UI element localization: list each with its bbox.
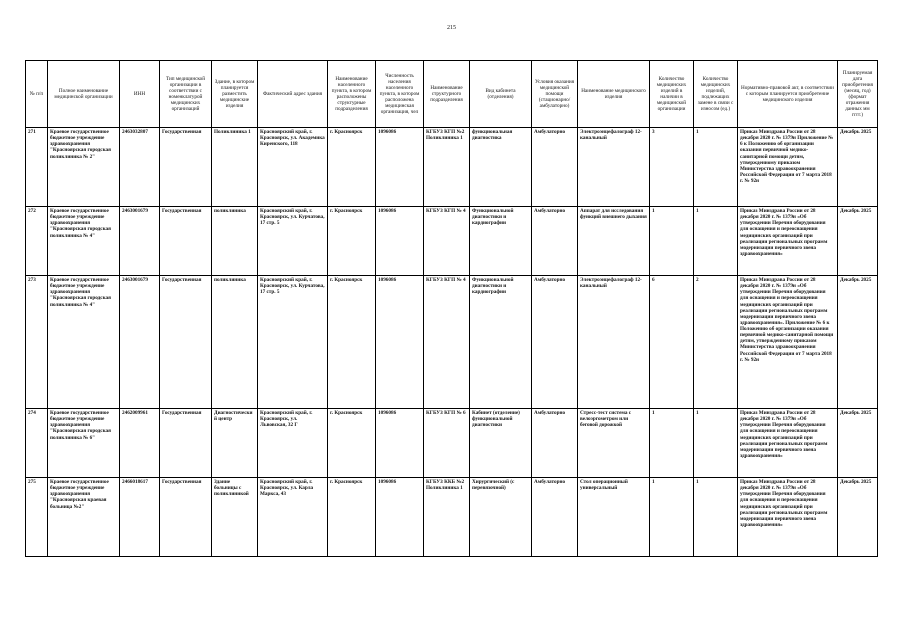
- table-cell: Краевое государственное бюджетное учреждение здравоохранения "Красноярская городская поликлиника № 4": [48, 276, 120, 409]
- table-cell: 1: [650, 478, 694, 557]
- table-cell: Государственная: [160, 478, 212, 557]
- header-cell: Условия оказания медицинской помощи (стационарно/амбулаторно): [532, 61, 578, 128]
- table-cell: г. Красноярск: [328, 478, 376, 557]
- table-cell: Красноярский край, г. Красноярск, ул. Львовская, 32 Г: [258, 409, 328, 478]
- table-cell: Государственная: [160, 409, 212, 478]
- header-cell: Количество медицинских изделий, подлежащих замене в связи с износом (ед.): [694, 61, 738, 128]
- equipment-table: [25, 60, 878, 557]
- table-cell: г. Красноярск: [328, 409, 376, 478]
- header-cell: Численность населения населенного пункта, в котором расположена медицинская организация, чел: [376, 61, 424, 128]
- header-cell: Планируемая дата приобретения (месяц, год) (формат отражения данных мм гггг.): [838, 61, 878, 128]
- table-cell: Амбулаторно: [532, 478, 578, 557]
- table-cell: Стресс-тест система с велоэргометром или беговой дорожкой: [578, 409, 650, 478]
- table-cell: поликлиника: [212, 276, 258, 409]
- header-cell: № п/п: [26, 61, 48, 128]
- table-cell: Государственная: [160, 128, 212, 207]
- table-cell: Декабрь 2025: [838, 478, 878, 557]
- header-cell: Наименование медицинского изделия: [578, 61, 650, 128]
- table-cell: Приказ Минздрава России от 28 декабря 2020 г. № 1379н «Об утверждении Перечня оборудования для оснащения и переоснащения медицинских организаций при реализации региональных программ модернизации первичного звена здравоохранения»: [738, 409, 838, 478]
- table-cell: 1: [694, 207, 738, 276]
- table-header-row: [26, 61, 878, 128]
- table-cell: Декабрь 2025: [838, 276, 878, 409]
- table-cell: Декабрь 2025: [838, 207, 878, 276]
- table-cell: Красноярский край, г. Красноярск, ул. Курчатова, 17 стр. 5: [258, 276, 328, 409]
- table-cell: КГБУЗ КГП № 4: [424, 207, 470, 276]
- page-number: 215: [447, 25, 456, 31]
- table-cell: Амбулаторно: [532, 128, 578, 207]
- table-cell: Декабрь 2025: [838, 128, 878, 207]
- table-cell: Краевое государственное бюджетное учреждение здравоохранения "Красноярская городская поликлиника № 4": [48, 207, 120, 276]
- table-cell: 2462009961: [120, 409, 160, 478]
- table-cell: 2466018617: [120, 478, 160, 557]
- table-cell: Государственная: [160, 276, 212, 409]
- header-cell: ИНН: [120, 61, 160, 128]
- table-row: [26, 478, 878, 557]
- table-cell: 1: [694, 478, 738, 557]
- header-cell: Фактический адрес здания: [258, 61, 328, 128]
- table-cell: г. Красноярск: [328, 276, 376, 409]
- table-row: [26, 276, 878, 409]
- table-cell: Хирургический (с перевязочной): [470, 478, 532, 557]
- header-cell: Вид кабинета (отделения): [470, 61, 532, 128]
- header-cell: Полное наименование медицинской организации: [48, 61, 120, 128]
- table-cell: Диагностический центр: [212, 409, 258, 478]
- table-cell: Амбулаторно: [532, 276, 578, 409]
- table-cell: Электроэнцефалограф 12-канальный: [578, 276, 650, 409]
- table-cell: КГБУЗ ККБ №2 Поликлиника 1: [424, 478, 470, 557]
- table-cell: Приказ Минздрава России от 28 декабря 2020 г. № 1379н «Об утверждении Перечня оборудования для оснащения и переоснащения медицинских организаций при реализации региональных программ модернизации первичного звена здравоохранения». Приложение № 6 к Положению об организации оказания первичной медико-санитарной помощи детям, утвержденному приказом Министерства здравоохранения Российской Федерации от 7 марта 2018 г. № 92н: [738, 276, 838, 409]
- table-cell: 1096086: [376, 409, 424, 478]
- header-cell: Нормативно-правовой акт, в соответствии с которым планируется приобретение медицинского изделия: [738, 61, 838, 128]
- table-cell: Стол операционный универсальный: [578, 478, 650, 557]
- table-row: [26, 207, 878, 276]
- table-cell: Здание больницы с поликлиникой: [212, 478, 258, 557]
- table-cell: Амбулаторно: [532, 207, 578, 276]
- header-cell: Количество медицинских изделий в наличии в медицинской организации: [650, 61, 694, 128]
- table-cell: 273: [26, 276, 48, 409]
- table-row: [26, 128, 878, 207]
- table-cell: 6: [650, 276, 694, 409]
- table-cell: Краевое государственное бюджетное учреждение здравоохранения "Красноярская городская поликлиника № 2": [48, 128, 120, 207]
- table-cell: КГБУЗ КГП № 4: [424, 276, 470, 409]
- table-cell: Декабрь 2025: [838, 409, 878, 478]
- table-cell: Приказ Минздрава России от 28 декабря 2020 г. № 1379н Приложение № 6 к Положению об организации оказания первичной медико-санитарной помощи детям, утвержденному приказом Министерства здравоохранения Российской Федерации от 7 марта 2018 г. № 92н: [738, 128, 838, 207]
- header-cell: Здание, в котором планируется разместить медицинские изделия: [212, 61, 258, 128]
- table-cell: 274: [26, 409, 48, 478]
- table-cell: Аппарат для исследования функций внешнего дыхания: [578, 207, 650, 276]
- table-cell: Красноярский край, г. Красноярск, ул. Курчатова, 17 стр. 5: [258, 207, 328, 276]
- table-cell: 2463001679: [120, 276, 160, 409]
- table-cell: КГБУЗ КГП № 6: [424, 409, 470, 478]
- table-cell: 275: [26, 478, 48, 557]
- table-cell: Государственная: [160, 207, 212, 276]
- table-cell: Краевое государственное бюджетное учреждение здравоохранения "Красноярская краевая больница №2": [48, 478, 120, 557]
- table-cell: КГБУЗ КГП №2 Поликлиника 1: [424, 128, 470, 207]
- table-cell: Приказ Минздрава России от 28 декабря 2020 г. № 1379н «Об утверждении Перечня оборудования для оснащения и переоснащения медицинских организаций при реализации региональных программ модернизации первичного звена здравоохранения»: [738, 207, 838, 276]
- table-cell: 1: [694, 409, 738, 478]
- table-cell: 1096086: [376, 478, 424, 557]
- table-cell: Краевое государственное бюджетное учреждение здравоохранения "Красноярская городская поликлиника № 6": [48, 409, 120, 478]
- header-cell: Наименование населенного пункта, в котором расположены структурные подразделения: [328, 61, 376, 128]
- table-cell: г. Красноярск: [328, 128, 376, 207]
- table-cell: 2463001679: [120, 207, 160, 276]
- table-cell: 1096086: [376, 207, 424, 276]
- table-cell: 2463032807: [120, 128, 160, 207]
- table-cell: Красноярский край, г. Красноярск, ул. Академика Киренского, 118: [258, 128, 328, 207]
- table-cell: Поликлиника 1: [212, 128, 258, 207]
- table-cell: 1096086: [376, 128, 424, 207]
- table-cell: 271: [26, 128, 48, 207]
- table-cell: Функциональной диагностики и кардиографии: [470, 276, 532, 409]
- table-cell: поликлиника: [212, 207, 258, 276]
- table-cell: Красноярский край, г. Красноярск, ул. Карла Маркса, 43: [258, 478, 328, 557]
- table-cell: 3: [650, 128, 694, 207]
- table-cell: 2: [694, 276, 738, 409]
- table-cell: Электроэнцефалограф 12-канальный: [578, 128, 650, 207]
- table-cell: 272: [26, 207, 48, 276]
- header-cell: Тип медицинской организации в соответствии с номенклатурой медицинских организаций: [160, 61, 212, 128]
- table-cell: Кабинет (отделение) функциональной диагностики: [470, 409, 532, 478]
- table-cell: Функциональной диагностики и кардиографии: [470, 207, 532, 276]
- table-cell: 1: [694, 128, 738, 207]
- table-row: [26, 409, 878, 478]
- header-cell: Наименование структурного подразделения: [424, 61, 470, 128]
- table-cell: 1096086: [376, 276, 424, 409]
- table-cell: Амбулаторно: [532, 409, 578, 478]
- table-cell: г. Красноярск: [328, 207, 376, 276]
- table-cell: Приказ Минздрава России от 28 декабря 2020 г. № 1379н «Об утверждении Перечня оборудования для оснащения и переоснащения медицинских организаций при реализации региональных программ модернизации первичного звена здравоохранения»: [738, 478, 838, 557]
- table-cell: функциональная диагностика: [470, 128, 532, 207]
- table-cell: 1: [650, 207, 694, 276]
- table-cell: 1: [650, 409, 694, 478]
